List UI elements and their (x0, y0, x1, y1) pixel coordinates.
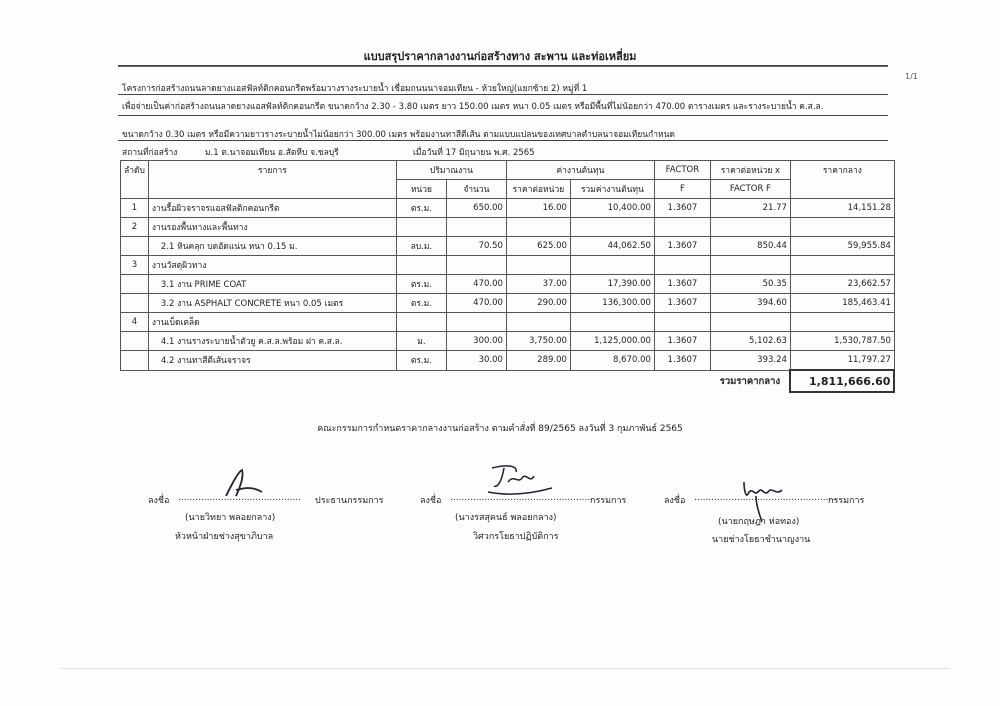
project-rule-1 (118, 94, 888, 95)
total-row (121, 370, 895, 392)
cell-factor (654, 313, 710, 332)
cell-pf: 393.24 (710, 351, 790, 371)
cell-price (506, 313, 570, 332)
table-row (121, 199, 895, 218)
cell-item: งานวัสดุผิวทาง (148, 256, 396, 275)
cell-no (121, 332, 149, 351)
table-header-row-1 (121, 161, 895, 180)
cell-pf: 394.60 (710, 294, 790, 313)
header-price-factor-b: FACTOR F (710, 180, 790, 199)
cell-pf: 5,102.63 (710, 332, 790, 351)
project-line-1: โครงการก่อสร้างถนนลาดยางแอสฟัลท์ติกคอนกรีตพร้อมวางรางระบายน้ำ เชื่อมถนนนาจอมเทียน - ห้วยใหญ่(แยกซ้าย 2) หมู่ที่ 1 (122, 84, 588, 94)
table-row (121, 237, 895, 256)
cell-price: 625.00 (506, 237, 570, 256)
cell-no (121, 237, 149, 256)
cell-median: 1,530,787.50 (790, 332, 894, 351)
cell-item: งานเบ็ดเตล็ด (148, 313, 396, 332)
cell-item: 2.1 หินคลุก บดอัดแน่น หนา 0.15 ม. (148, 237, 396, 256)
cell-item: 4.2 งานทาสีตีเส้นจราจร (148, 351, 396, 371)
cell-median: 14,151.28 (790, 199, 894, 218)
cell-unit: ตร.ม. (396, 275, 446, 294)
cell-price: 289.00 (506, 351, 570, 371)
project-rule-2 (118, 115, 888, 116)
page-number: 1/1 (905, 72, 918, 81)
cell-median (790, 313, 894, 332)
project-line-3: ขนาดกว้าง 0.30 เมตร หรือมีความยาวรางระบายน้ำไม่น้อยกว่า 300.00 เมตร พร้อมงานทาสีตีเส้น ตามแบบแปลนของเทศบาลตำบลนาจอมเทียนกำหนด (122, 130, 675, 140)
cell-total (570, 218, 654, 237)
table-row (121, 218, 895, 237)
page-bottom-rule (60, 668, 950, 669)
cell-pf (710, 256, 790, 275)
cell-qty: 30.00 (446, 351, 506, 371)
cell-unit: ม. (396, 332, 446, 351)
cell-item: งานรื้อผิวจราจรแอสฟัลติกคอนกรีต (148, 199, 396, 218)
location-label: สถานที่ก่อสร้าง (122, 148, 178, 158)
cell-no (121, 351, 149, 371)
cell-unit (396, 313, 446, 332)
header-median-price: ราคากลาง (790, 161, 894, 199)
table-row (121, 313, 895, 332)
cell-median (790, 256, 894, 275)
cell-qty (446, 218, 506, 237)
cell-median: 11,797.27 (790, 351, 894, 371)
signature-2-dots: .................................................. (450, 493, 594, 503)
cell-median: 23,662.57 (790, 275, 894, 294)
cell-unit (396, 218, 446, 237)
cell-qty: 300.00 (446, 332, 506, 351)
total-label: รวมราคากลาง (710, 370, 790, 392)
header-no: ลำดับ (121, 161, 149, 199)
cell-qty: 70.50 (446, 237, 506, 256)
document-title: แบบสรุปราคากลางงานก่อสร้างทาง สะพาน และท่อเหลี่ยม (363, 50, 637, 63)
header-factor-a: FACTOR (654, 161, 710, 180)
cell-price: 3,750.00 (506, 332, 570, 351)
header-item: รายการ (148, 161, 396, 199)
header-unit-price: ราคาต่อหน่วย (506, 180, 570, 199)
total-value: 1,811,666.60 (790, 370, 894, 392)
signature-3-name: (นายกฤษฎา ห่อทอง) (718, 517, 800, 527)
project-line-2: เพื่อจ่ายเป็นค่าก่อสร้างถนนลาดยางแอสฟัลท์ติกคอนกรีต ขนาดกว้าง 2.30 - 3.80 เมตร ยาว 150.00 เมตร หนา 0.05 เมตร หรือมีพื้นที่ไม่น้อยกว่า 470.00 ตารางเมตร และรางระบายน้ำ ค.ส.ล. (122, 102, 824, 112)
cell-no: 4 (121, 313, 149, 332)
date-text: เมื่อวันที่ 17 มิถุนายน พ.ศ. 2565 (413, 148, 535, 158)
cell-total: 17,390.00 (570, 275, 654, 294)
cell-no (121, 294, 149, 313)
cell-factor (654, 256, 710, 275)
cell-median: 59,955.84 (790, 237, 894, 256)
signature-2-scribble (478, 462, 558, 502)
cell-unit (396, 256, 446, 275)
table-row (121, 332, 895, 351)
cell-factor: 1.3607 (654, 332, 710, 351)
signature-3-label: ลงชื่อ (664, 496, 686, 506)
cell-total: 136,300.00 (570, 294, 654, 313)
cell-no: 2 (121, 218, 149, 237)
signature-2-role: กรรมการ (590, 496, 627, 506)
cell-pf: 21.77 (710, 199, 790, 218)
cell-unit: ตร.ม. (396, 199, 446, 218)
signature-3-position: นายช่างโยธาชำนาญงาน (712, 535, 811, 545)
header-price-factor-a: ราคาต่อหน่วย x (710, 161, 790, 180)
cell-price (506, 218, 570, 237)
table-row (121, 275, 895, 294)
signature-1-position: หัวหน้าฝ่ายช่างสุขาภิบาล (175, 532, 274, 542)
signature-2-name: (นางรสสุคนธ์ พลอยกลาง) (455, 513, 557, 523)
cell-qty: 650.00 (446, 199, 506, 218)
cell-factor: 1.3607 (654, 294, 710, 313)
cell-factor: 1.3607 (654, 199, 710, 218)
cell-factor: 1.3607 (654, 351, 710, 371)
cell-no: 3 (121, 256, 149, 275)
cell-item: 3.1 งาน PRIME COAT (148, 275, 396, 294)
header-amount: จำนวน (446, 180, 506, 199)
table-row (121, 294, 895, 313)
cell-qty (446, 313, 506, 332)
cell-item: 3.2 งาน ASPHALT CONCRETE หนา 0.05 เมตร (148, 294, 396, 313)
cell-factor: 1.3607 (654, 275, 710, 294)
cell-total (570, 256, 654, 275)
cell-price: 16.00 (506, 199, 570, 218)
cell-total: 1,125,000.00 (570, 332, 654, 351)
cell-unit: ตร.ม. (396, 294, 446, 313)
cell-no: 1 (121, 199, 149, 218)
signature-3-role: กรรมการ (828, 496, 865, 506)
project-rule-3 (118, 140, 888, 141)
cell-pf: 50.35 (710, 275, 790, 294)
cell-pf (710, 218, 790, 237)
signature-1-label: ลงชื่อ (148, 496, 170, 506)
cell-pf (710, 313, 790, 332)
header-total-cost: รวมค่างานต้นทุน (570, 180, 654, 199)
cell-price (506, 256, 570, 275)
cell-item: 4.1 งานรางระบายน้ำตัวยู ค.ส.ล.พร้อม ฝา ค.ส.ล. (148, 332, 396, 351)
signature-1-dots: ........................................... (178, 493, 302, 503)
cell-factor (654, 218, 710, 237)
cell-median (790, 218, 894, 237)
cell-total (570, 313, 654, 332)
cell-price: 290.00 (506, 294, 570, 313)
cell-qty (446, 256, 506, 275)
table-row (121, 351, 895, 371)
cell-no (121, 275, 149, 294)
signature-3-dots: .................................................. (694, 493, 838, 503)
cell-price: 37.00 (506, 275, 570, 294)
header-unit: หน่วย (396, 180, 446, 199)
cell-unit: ลบ.ม. (396, 237, 446, 256)
cell-pf: 850.44 (710, 237, 790, 256)
signature-2-position: วิศวกรโยธาปฏิบัติการ (473, 532, 559, 542)
cell-unit: ตร.ม. (396, 351, 446, 371)
signature-1-name: (นายวิทยา พลอยกลาง) (185, 513, 276, 523)
cell-total: 8,670.00 (570, 351, 654, 371)
location-value: ม.1 ต.นาจอมเทียน อ.สัตหีบ จ.ชลบุรี (205, 148, 339, 158)
price-summary-table (120, 160, 895, 393)
cell-qty: 470.00 (446, 275, 506, 294)
header-quantity: ปริมาณงาน (396, 161, 506, 180)
cell-factor: 1.3607 (654, 237, 710, 256)
cell-total: 44,062.50 (570, 237, 654, 256)
header-top-rule-2 (118, 66, 888, 67)
header-cost: ค่างานต้นทุน (506, 161, 654, 180)
signature-1-role: ประธานกรรมการ (315, 496, 384, 506)
table-row (121, 256, 895, 275)
cell-median: 185,463.41 (790, 294, 894, 313)
cell-item: งานรองพื้นทางและพื้นทาง (148, 218, 396, 237)
header-factor-b: F (654, 180, 710, 199)
cell-qty: 470.00 (446, 294, 506, 313)
signature-2-label: ลงชื่อ (420, 496, 442, 506)
committee-text: คณะกรรมการกำหนดราคากลางงานก่อสร้าง ตามคำสั่งที่ 89/2565 ลงวันที่ 3 กุมภาพันธ์ 2565 (317, 424, 683, 434)
signature-1-scribble (222, 466, 268, 502)
cell-total: 10,400.00 (570, 199, 654, 218)
